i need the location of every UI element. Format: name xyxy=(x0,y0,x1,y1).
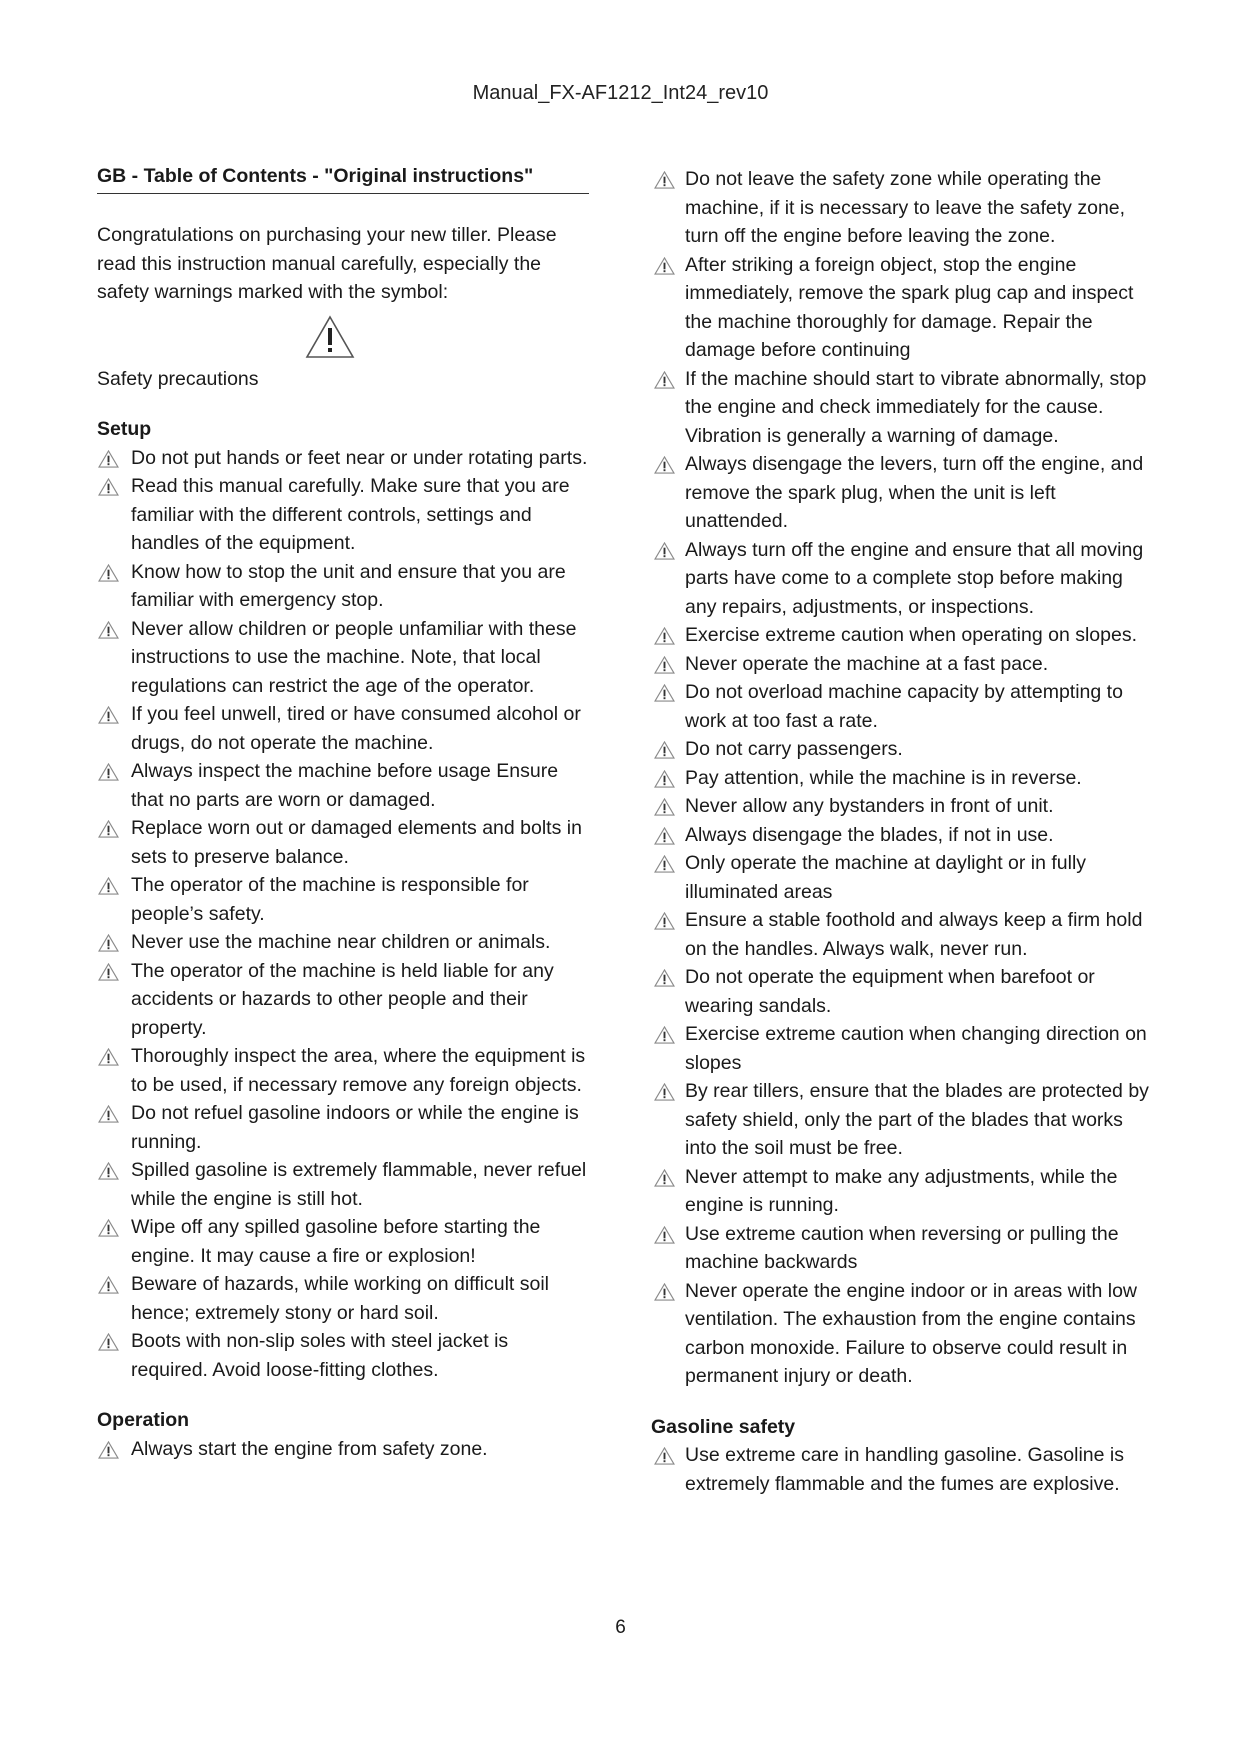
left-column xyxy=(97,165,589,1463)
warning-triangle-icon xyxy=(654,770,675,788)
warning-text: Always disengage the blades, if not in use. xyxy=(685,823,1054,846)
warning-text: Do not overload machine capacity by attempting to work at too fast a rate. xyxy=(685,681,1123,732)
warning-list-item xyxy=(651,764,1149,793)
warning-list-item xyxy=(651,1220,1149,1277)
warning-text: Ensure a stable foothold and always keep a firm hold on the handles. Always walk, never run. xyxy=(685,909,1143,960)
warning-triangle-icon xyxy=(98,963,119,981)
warning-text: Spilled gasoline is extremely flammable, never refuel while the engine is still hot. xyxy=(131,1159,587,1210)
warning-text: Never allow any bystanders in front of unit. xyxy=(685,795,1054,817)
warning-triangle-icon xyxy=(654,456,675,474)
warning-text: Always inspect the machine before usage Ensure that no parts are worn or damaged. xyxy=(131,760,559,811)
warning-list-item xyxy=(651,735,1149,764)
operation-title: Operation xyxy=(97,1409,190,1431)
warning-text: Do not put hands or feet near or under rotating parts. xyxy=(131,446,588,469)
right-column xyxy=(651,165,1149,1498)
warning-triangle-icon xyxy=(98,1276,119,1294)
warning-list-item xyxy=(97,957,589,1043)
warning-text: Always start the engine from safety zone. xyxy=(131,1437,488,1460)
warning-list-item xyxy=(97,444,589,473)
warning-triangle-icon xyxy=(98,564,119,582)
warning-triangle-icon xyxy=(98,621,119,639)
warning-list-item xyxy=(651,1441,1149,1498)
warning-text: Never operate the machine at a fast pace. xyxy=(685,652,1049,675)
page-header: Manual_FX-AF1212_Int24_rev10 xyxy=(472,82,769,104)
warning-list-item xyxy=(97,472,589,558)
warning-text: Read this manual carefully. Make sure that you are familiar with the different controls, settings and handles of the equipment. xyxy=(131,475,570,554)
warning-text: Replace worn out or damaged elements and bolts in sets to preserve balance. xyxy=(131,817,582,868)
operation-list xyxy=(97,1435,589,1464)
warning-list-item xyxy=(651,251,1149,365)
warning-triangle-icon xyxy=(654,542,675,560)
warning-triangle-icon xyxy=(654,1283,675,1301)
warning-list-item xyxy=(97,1435,589,1464)
setup-list xyxy=(97,444,589,1385)
warning-triangle-icon xyxy=(654,1169,675,1187)
warning-text: After striking a foreign object, stop the engine immediately, remove the spark plug cap and inspect the machine thoroughly for damage. Repair the damage before continuing xyxy=(685,253,1134,361)
warning-triangle-icon xyxy=(98,1162,119,1180)
warning-text: Use extreme care in handling gasoline. Gasoline is extremely flammable and the fumes are explosive. xyxy=(685,1444,1124,1495)
warning-triangle-icon xyxy=(654,684,675,702)
warning-triangle-icon xyxy=(654,257,675,275)
warning-triangle-icon xyxy=(98,450,119,468)
warning-triangle-icon xyxy=(98,1105,119,1123)
warning-triangle-icon xyxy=(98,820,119,838)
warning-list-item xyxy=(651,536,1149,622)
warning-triangle-icon xyxy=(654,855,675,873)
warning-triangle-icon xyxy=(98,1219,119,1237)
warning-list-item xyxy=(97,1327,589,1384)
warning-text: The operator of the machine is responsible for people’s safety. xyxy=(131,874,529,925)
warning-triangle-icon xyxy=(305,315,355,359)
warning-text: Know how to stop the unit and ensure that you are familiar with emergency stop. xyxy=(131,560,566,611)
warning-list-item xyxy=(651,906,1149,963)
warning-text: The operator of the machine is held liable for any accidents or hazards to other people and their property. xyxy=(131,959,554,1039)
warning-text: Use extreme caution when reversing or pulling the machine backwards xyxy=(685,1222,1119,1273)
warning-triangle-icon xyxy=(98,478,119,496)
warning-triangle-icon xyxy=(98,877,119,895)
warning-list-item xyxy=(651,1020,1149,1077)
warning-text: Do not operate the equipment when barefoot or wearing sandals. xyxy=(685,966,1095,1017)
warning-text: By rear tillers, ensure that the blades are protected by safety shield, only the part of the blades that works into the soil must be free. xyxy=(685,1080,1149,1159)
warning-triangle-icon xyxy=(654,1226,675,1244)
warning-triangle-icon xyxy=(98,1048,119,1066)
warning-list-item xyxy=(651,849,1149,906)
warning-triangle-icon xyxy=(654,969,675,987)
warning-list-item xyxy=(651,1163,1149,1220)
warning-list-item xyxy=(97,615,589,701)
warning-text: Exercise extreme caution when changing direction on slopes xyxy=(685,1023,1147,1074)
gasoline-safety-list xyxy=(651,1441,1149,1498)
warning-list-item xyxy=(97,1270,589,1327)
warning-triangle-icon xyxy=(654,798,675,816)
warning-list-item xyxy=(651,1077,1149,1163)
warning-text: Beware of hazards, while working on difficult soil hence; extremely stony or hard soil. xyxy=(131,1273,550,1324)
warning-list-item xyxy=(97,1213,589,1270)
warning-list-item xyxy=(651,963,1149,1020)
warning-triangle-icon xyxy=(98,706,119,724)
warning-triangle-icon xyxy=(654,371,675,389)
warning-list-item xyxy=(651,650,1149,679)
operation-list-continued xyxy=(651,165,1149,1391)
warning-list-item xyxy=(97,558,589,615)
warning-text: Do not leave the safety zone while operating the machine, if it is necessary to leave the safety zone, turn off the engine before leaving the zone. xyxy=(685,168,1126,247)
warning-list-item xyxy=(651,678,1149,735)
warning-list-item xyxy=(651,165,1149,251)
warning-list-item xyxy=(97,700,589,757)
warning-triangle-icon xyxy=(98,1333,119,1351)
warning-triangle-icon xyxy=(98,1441,119,1459)
warning-list-item xyxy=(97,928,589,957)
warning-text: Never allow children or people unfamiliar with these instructions to use the machine. Note, that local regulations can restrict the age of the operator. xyxy=(131,617,577,697)
page-number: 6 xyxy=(615,1617,626,1638)
warning-list-item xyxy=(97,1042,589,1099)
gasoline-safety-title: Gasoline safety xyxy=(651,1415,796,1438)
warning-text: Boots with non-slip soles with steel jacket is required. Avoid loose-fitting clothes. xyxy=(131,1330,509,1381)
warning-triangle-icon xyxy=(654,1083,675,1101)
warning-list-item xyxy=(97,1099,589,1156)
warning-text: Never attempt to make any adjustments, while the engine is running. xyxy=(685,1165,1118,1216)
warning-list-item xyxy=(97,814,589,871)
warning-text: Never operate the engine indoor or in areas with low ventilation. The exhaustion from the engine contains carbon monoxide. Failure to observe could result in permanent injury or death. xyxy=(685,1279,1138,1387)
warning-list-item xyxy=(651,365,1149,451)
warning-triangle-icon xyxy=(654,1447,675,1465)
warning-text: Pay attention, while the machine is in reverse. xyxy=(685,766,1082,789)
warning-list-item xyxy=(651,1277,1149,1391)
safety-precautions-label: Safety precautions xyxy=(97,367,259,390)
warning-list-item xyxy=(97,757,589,814)
warning-list-item xyxy=(651,621,1149,650)
warning-triangle-icon xyxy=(654,912,675,930)
warning-text: Do not carry passengers. xyxy=(685,738,903,760)
warning-text: If you feel unwell, tired or have consumed alcohol or drugs, do not operate the machine. xyxy=(131,703,581,754)
warning-text: Always disengage the levers, turn off the engine, and remove the spark plug, when the unit is left unattended. xyxy=(685,453,1144,532)
warning-text: Never use the machine near children or animals. xyxy=(131,931,551,953)
warning-text: Wipe off any spilled gasoline before starting the engine. It may cause a fire or explosion! xyxy=(131,1216,541,1267)
warning-text: Always turn off the engine and ensure that all moving parts have come to a complete stop before making any repairs, adjustments, or inspections. xyxy=(685,538,1144,618)
warning-triangle-icon xyxy=(98,934,119,952)
warning-triangle-icon xyxy=(654,827,675,845)
warning-triangle-icon xyxy=(654,741,675,759)
warning-text: Do not refuel gasoline indoors or while the engine is running. xyxy=(131,1102,579,1153)
warning-text: Thoroughly inspect the area, where the equipment is to be used, if necessary remove any foreign objects. xyxy=(131,1045,586,1096)
warning-list-item xyxy=(651,792,1149,821)
warning-text: Exercise extreme caution when operating on slopes. xyxy=(685,624,1138,646)
warning-list-item xyxy=(97,871,589,928)
warning-triangle-icon xyxy=(98,763,119,781)
warning-list-item xyxy=(651,821,1149,850)
warning-triangle-icon xyxy=(654,627,675,645)
intro-text: Congratulations on purchasing your new tiller. Please read this instruction manual carefully, especially the safety warnings marked with the symbol: xyxy=(97,224,557,303)
toc-title: GB - Table of Contents - "Original instructions" xyxy=(97,165,589,194)
warning-triangle-icon xyxy=(654,656,675,674)
warning-text: Only operate the machine at daylight or in fully illuminated areas xyxy=(685,852,1087,903)
setup-title: Setup xyxy=(97,418,152,440)
warning-triangle-icon xyxy=(654,1026,675,1044)
warning-triangle-icon xyxy=(654,171,675,189)
warning-list-item xyxy=(651,450,1149,536)
warning-list-item xyxy=(97,1156,589,1213)
warning-text: If the machine should start to vibrate abnormally, stop the engine and check immediately for the cause. Vibration is generally a warning of damage. xyxy=(685,367,1147,447)
